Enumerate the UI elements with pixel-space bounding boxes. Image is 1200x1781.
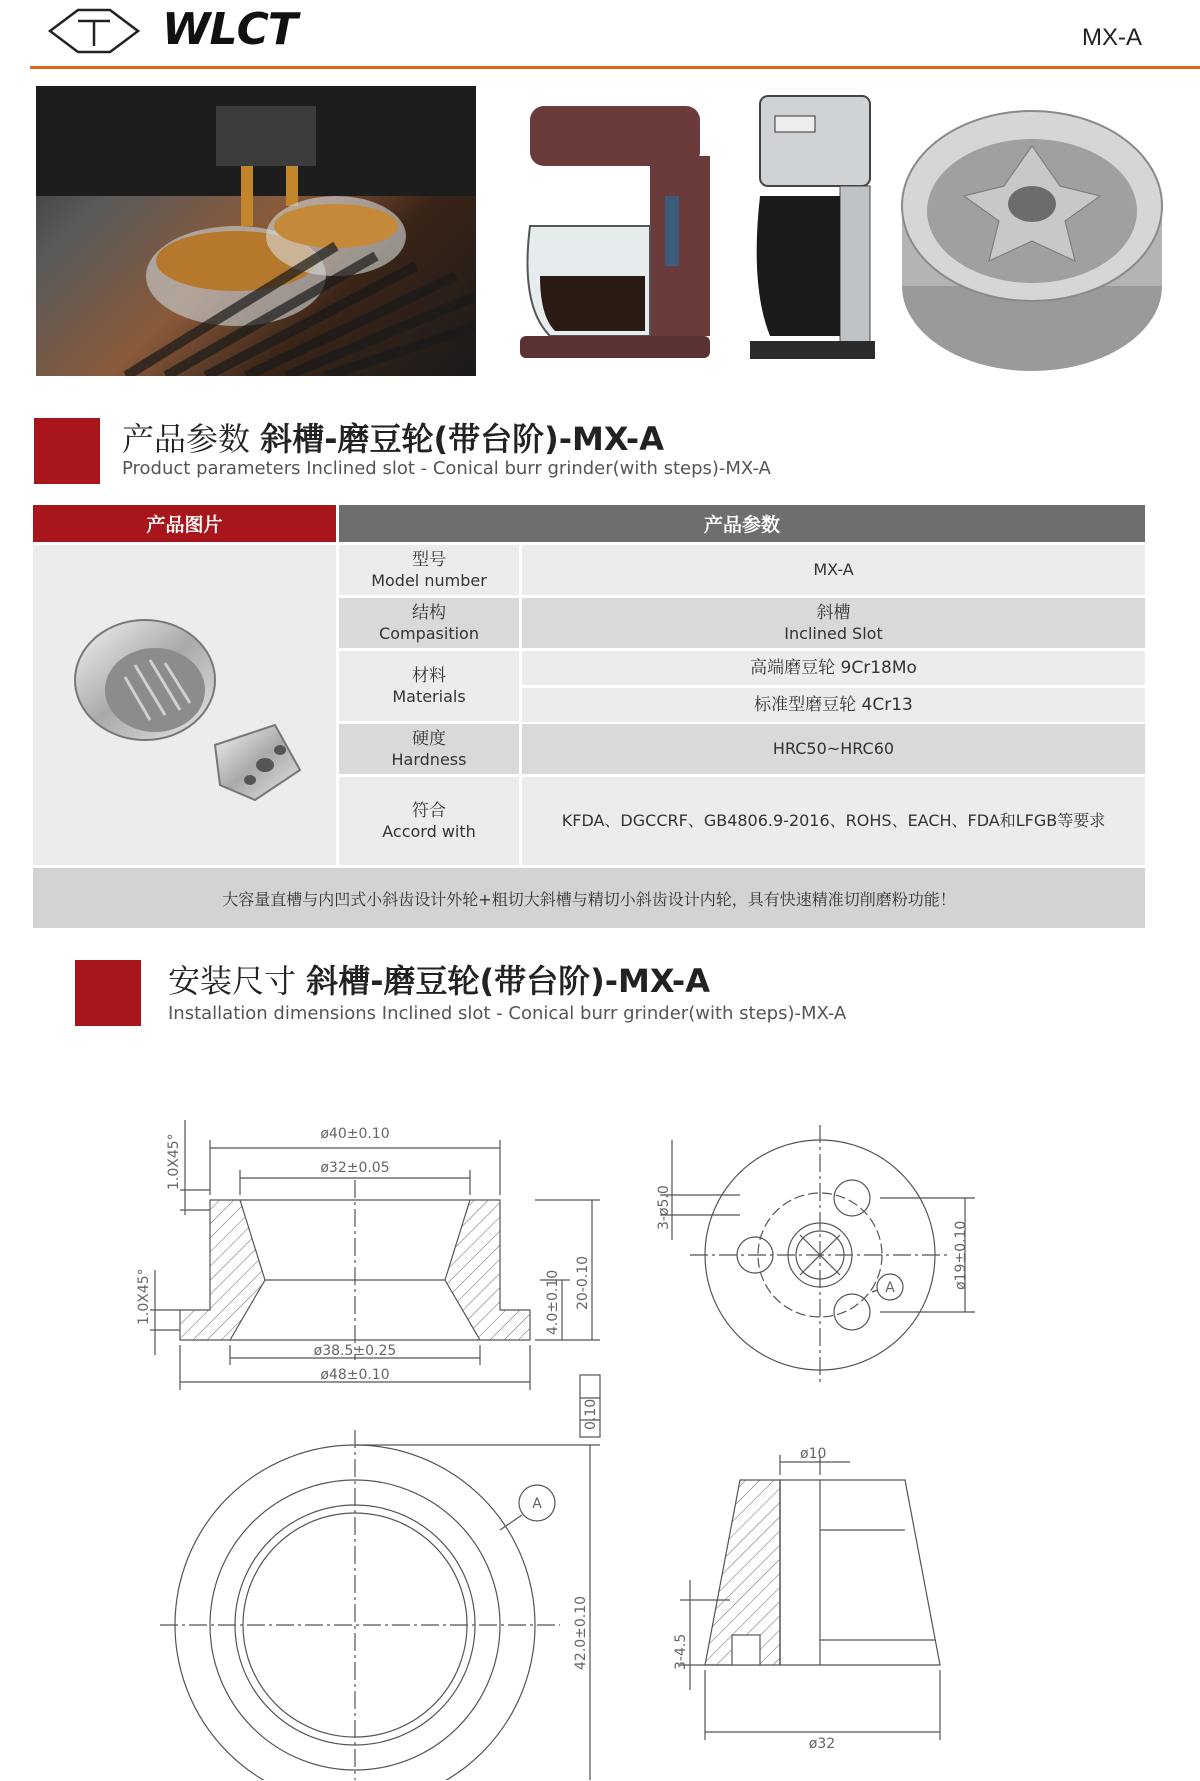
row-hardness-value: HRC50~HRC60 — [522, 724, 1145, 774]
product-note: 大容量直槽与内凹式小斜齿设计外轮+粗切大斜槽与精切小斜齿设计内轮，具有快速精准切削磨粉功能！ — [33, 868, 1145, 928]
section1-marker — [34, 418, 100, 484]
row-structure-value: 斜槽 Inclined Slot — [522, 598, 1145, 648]
product-image-cell — [33, 545, 336, 865]
row-materials-label: 材料 Materials — [339, 651, 519, 721]
row-accord-value: KFDA、DGCCRF、GB4806.9-2016、ROHS、EACH、FDA和LFGB等要求 — [522, 777, 1145, 865]
installation-drawing — [0, 1080, 1200, 1780]
section2-subtitle: Installation dimensions Inclined slot - Conical burr grinder(with steps)-MX-A — [168, 1003, 847, 1024]
dim-small-holes: 3-4.5 — [673, 1633, 689, 1670]
dim-outer-circle: 42.0±0.10 — [573, 1595, 589, 1670]
dim-step-height: 4.0±0.10 — [545, 1269, 561, 1335]
section2-marker — [75, 960, 141, 1026]
row-materials-value-2: 标准型磨豆轮 4Cr13 — [522, 687, 1145, 722]
model-code: MX-A — [1082, 24, 1142, 51]
logo-icon — [48, 8, 140, 54]
dim-bottom-diameter: ø48±0.10 — [320, 1367, 390, 1383]
flatness-value: 0.10 — [583, 1398, 599, 1430]
table-header-params: 产品参数 — [339, 505, 1145, 542]
section2-title: 安装尺寸 斜槽-磨豆轮(带台阶)-MX-A — [168, 962, 710, 1000]
row-model-label: 型号 Model number — [339, 545, 519, 595]
section1-subtitle: Product parameters Inclined slot - Conical burr grinder(with steps)-MX-A — [122, 458, 771, 479]
row-materials-value-1: 高端磨豆轮 9Cr18Mo — [522, 651, 1145, 685]
coffee-maker-photo — [500, 86, 730, 376]
table-header-image: 产品图片 — [33, 505, 336, 542]
burr-product-icon — [55, 595, 315, 815]
dim-bottom-inner-diameter: ø38.5±0.25 — [313, 1343, 397, 1359]
dim-cone-bottom: ø32 — [808, 1736, 836, 1752]
burr-grinder-photo — [895, 86, 1170, 376]
row-model-value: MX-A — [522, 545, 1145, 595]
datum-label-top: A — [885, 1280, 895, 1296]
datum-label-bottom: A — [532, 1496, 542, 1512]
dim-chamfer-bottom: 1.0X45° — [136, 1268, 152, 1325]
dim-chamfer-top: 1.0X45° — [166, 1133, 182, 1190]
dim-total-height: 20-0.10 — [575, 1255, 591, 1310]
row-hardness-label: 硬度 Hardness — [339, 724, 519, 774]
brand-logo-text: WLCT — [162, 4, 297, 55]
dim-top-diameter: ø40±0.10 — [320, 1126, 390, 1142]
row-accord-label: 符合 Accord with — [339, 777, 519, 865]
dim-inner-diameter: ø32±0.05 — [320, 1160, 390, 1176]
dim-holes: 3-ø5.0 — [656, 1185, 672, 1230]
product-parameters-table — [33, 505, 1145, 928]
row-structure-label: 结构 Compasition — [339, 598, 519, 648]
drip-coffee-maker-photo — [740, 86, 880, 376]
header-divider — [30, 66, 1200, 69]
dim-bolt-circle: ø19±0.10 — [953, 1220, 969, 1290]
dim-small-top: ø10 — [800, 1446, 827, 1462]
espresso-machine-photo — [36, 86, 476, 376]
section1-title: 产品参数 斜槽-磨豆轮(带台阶)-MX-A — [122, 420, 664, 458]
